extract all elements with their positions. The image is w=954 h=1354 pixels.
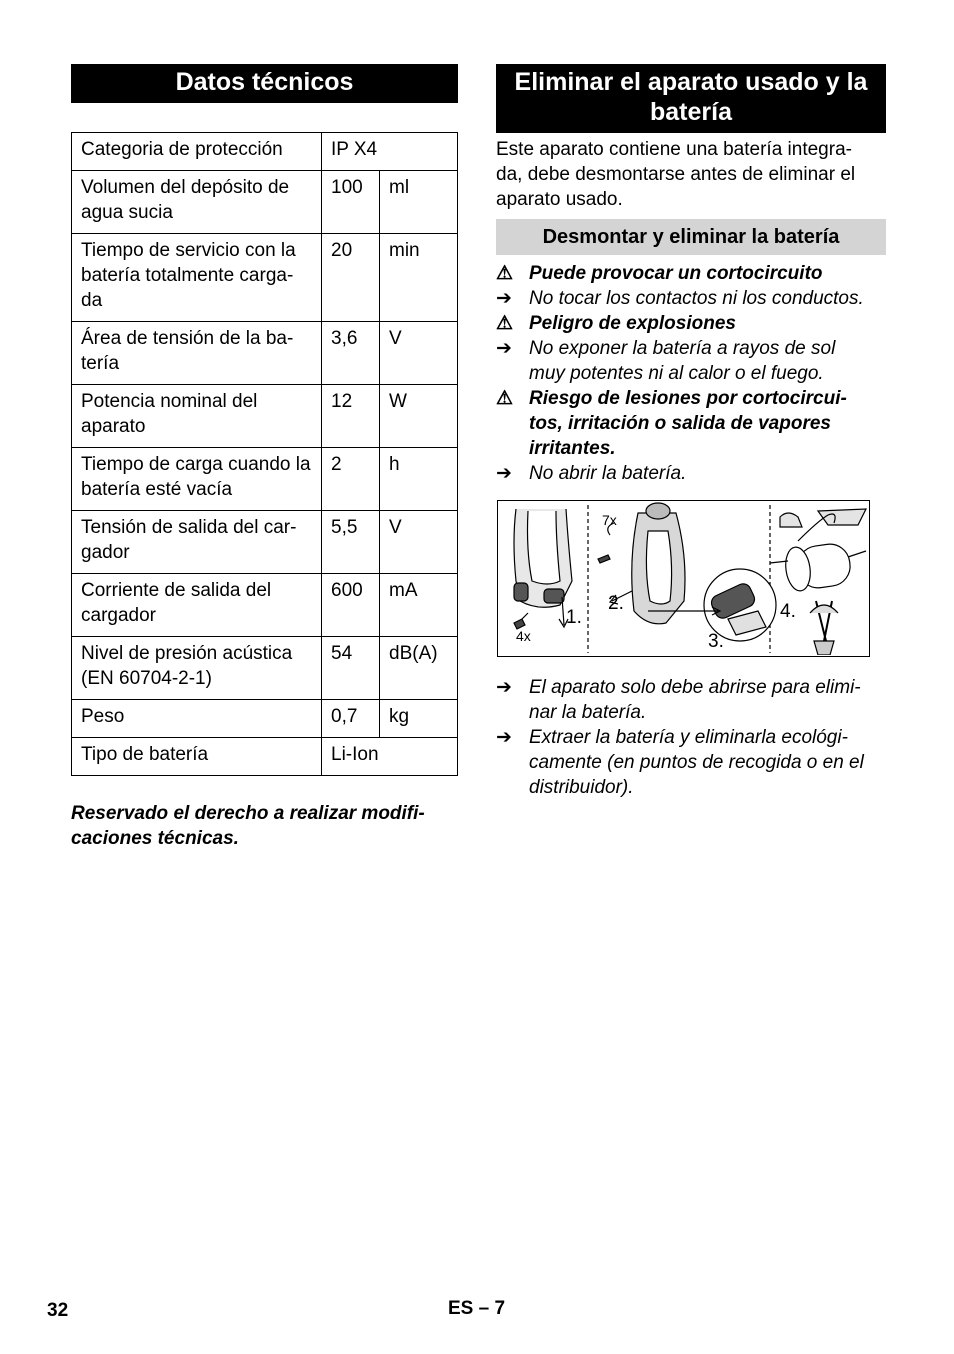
spec-label: Nivel de presión acústica (EN 60704-2-1) <box>72 637 322 700</box>
spec-label: Tiempo de carga cuando la batería esté vacía <box>72 448 322 511</box>
page-number: 32 <box>47 1300 69 1321</box>
spec-value: 20 <box>322 234 380 322</box>
arrow-right-icon: ➔ <box>496 677 512 698</box>
spec-label: Peso <box>72 700 322 738</box>
spec-label: Área de tensión de la ba-tería <box>72 322 322 385</box>
battery-removal-subheading: Desmontar y eliminar la batería <box>496 219 886 255</box>
figure-step-1: 1. <box>566 607 582 628</box>
warning-short-circuit: ⚠ Puede provocar un cortocircuito <box>496 263 823 284</box>
technical-data-heading: Datos técnicos <box>71 64 458 103</box>
disposal-heading: Eliminar el aparato usado y la batería <box>496 64 886 133</box>
spec-row <box>72 637 458 700</box>
spec-row <box>72 133 458 171</box>
spec-value: 3,6 <box>322 322 380 385</box>
warning-triangle-icon: ⚠ <box>496 263 514 284</box>
battery-removal-drawing <box>498 501 868 655</box>
technical-data-section <box>71 64 458 851</box>
spec-value: 100 <box>322 171 380 234</box>
spec-value: 2 <box>322 448 380 511</box>
instruction-no-open: ➔ No abrir la batería. <box>496 463 687 484</box>
warning-explosion: ⚠ Peligro de explosiones <box>496 313 736 334</box>
arrow-right-icon: ➔ <box>496 338 512 359</box>
disposal-section <box>496 64 886 800</box>
safety-list <box>496 261 886 486</box>
spec-value: 600 <box>322 574 380 637</box>
spec-row <box>72 700 458 738</box>
figure-screws-7x: 7x <box>602 512 617 528</box>
arrow-right-icon: ➔ <box>496 727 512 748</box>
spec-value: 5,5 <box>322 511 380 574</box>
disposal-intro: Este aparato contiene una batería integra- da, debe desmontarse antes de eliminar el aparato usado. <box>496 139 856 210</box>
spec-unit: min <box>380 234 458 322</box>
spec-unit: V <box>380 322 458 385</box>
instruction-open-only-for-disposal: ➔ El aparato solo debe abrirse para elimi- nar la batería. <box>496 677 861 723</box>
spec-unit: kg <box>380 700 458 738</box>
spec-row <box>72 234 458 322</box>
spec-value: 12 <box>322 385 380 448</box>
instruction-no-touch: ➔ No tocar los contactos ni los conductos. <box>496 288 864 309</box>
warning-triangle-icon: ⚠ <box>496 388 514 409</box>
figure-step-4: 4. <box>780 601 796 622</box>
spec-row <box>72 574 458 637</box>
spec-label: Categoria de protección <box>72 133 322 171</box>
spec-unit: mA <box>380 574 458 637</box>
spec-label: Tiempo de servicio con la batería totalmente carga-da <box>72 234 322 322</box>
spec-unit: ml <box>380 171 458 234</box>
spec-row <box>72 385 458 448</box>
language-page-number: – 7 <box>478 1298 506 1319</box>
arrow-right-icon: ➔ <box>496 463 512 484</box>
spec-unit: h <box>380 448 458 511</box>
disposal-instructions <box>496 675 886 800</box>
figure-step-2: 2. <box>608 593 624 614</box>
spec-label: Corriente de salida del cargador <box>72 574 322 637</box>
spec-row <box>72 738 458 776</box>
spec-row <box>72 448 458 511</box>
spec-unit: V <box>380 511 458 574</box>
spec-value: 0,7 <box>322 700 380 738</box>
spec-row <box>72 322 458 385</box>
reserved-note: Reservado el derecho a realizar modifi- caciones técnicas. <box>71 803 425 849</box>
warning-triangle-icon: ⚠ <box>496 313 514 334</box>
battery-removal-illustration <box>497 500 870 657</box>
spec-value: Li-Ion <box>322 738 458 776</box>
spec-unit: W <box>380 385 458 448</box>
spec-label: Tensión de salida del car-gador <box>72 511 322 574</box>
spec-value: 54 <box>322 637 380 700</box>
spec-label: Potencia nominal del aparato <box>72 385 322 448</box>
specs-table <box>71 132 458 776</box>
warning-injury: ⚠ Riesgo de lesiones por cortocircui- tos, irritación o salida de vapores irritantes. <box>496 388 847 459</box>
spec-unit: dB(A) <box>380 637 458 700</box>
instruction-no-sun: ➔ No exponer la batería a rayos de sol muy potentes ni al calor o el fuego. <box>496 338 836 384</box>
spec-value: IP X4 <box>322 133 458 171</box>
language-page-marker: ES – 7 <box>448 1298 506 1319</box>
spec-label: Volumen del depósito de agua sucia <box>72 171 322 234</box>
spec-label: Tipo de batería <box>72 738 322 776</box>
spec-row <box>72 171 458 234</box>
figure-screws-4x: 4x <box>516 628 531 644</box>
arrow-right-icon: ➔ <box>496 288 512 309</box>
figure-step-3: 3. <box>708 631 724 652</box>
spec-row <box>72 511 458 574</box>
instruction-remove-battery: ➔ Extraer la batería y eliminarla ecológi- camente (en puntos de recogida o en el distribuidor). <box>496 727 864 798</box>
